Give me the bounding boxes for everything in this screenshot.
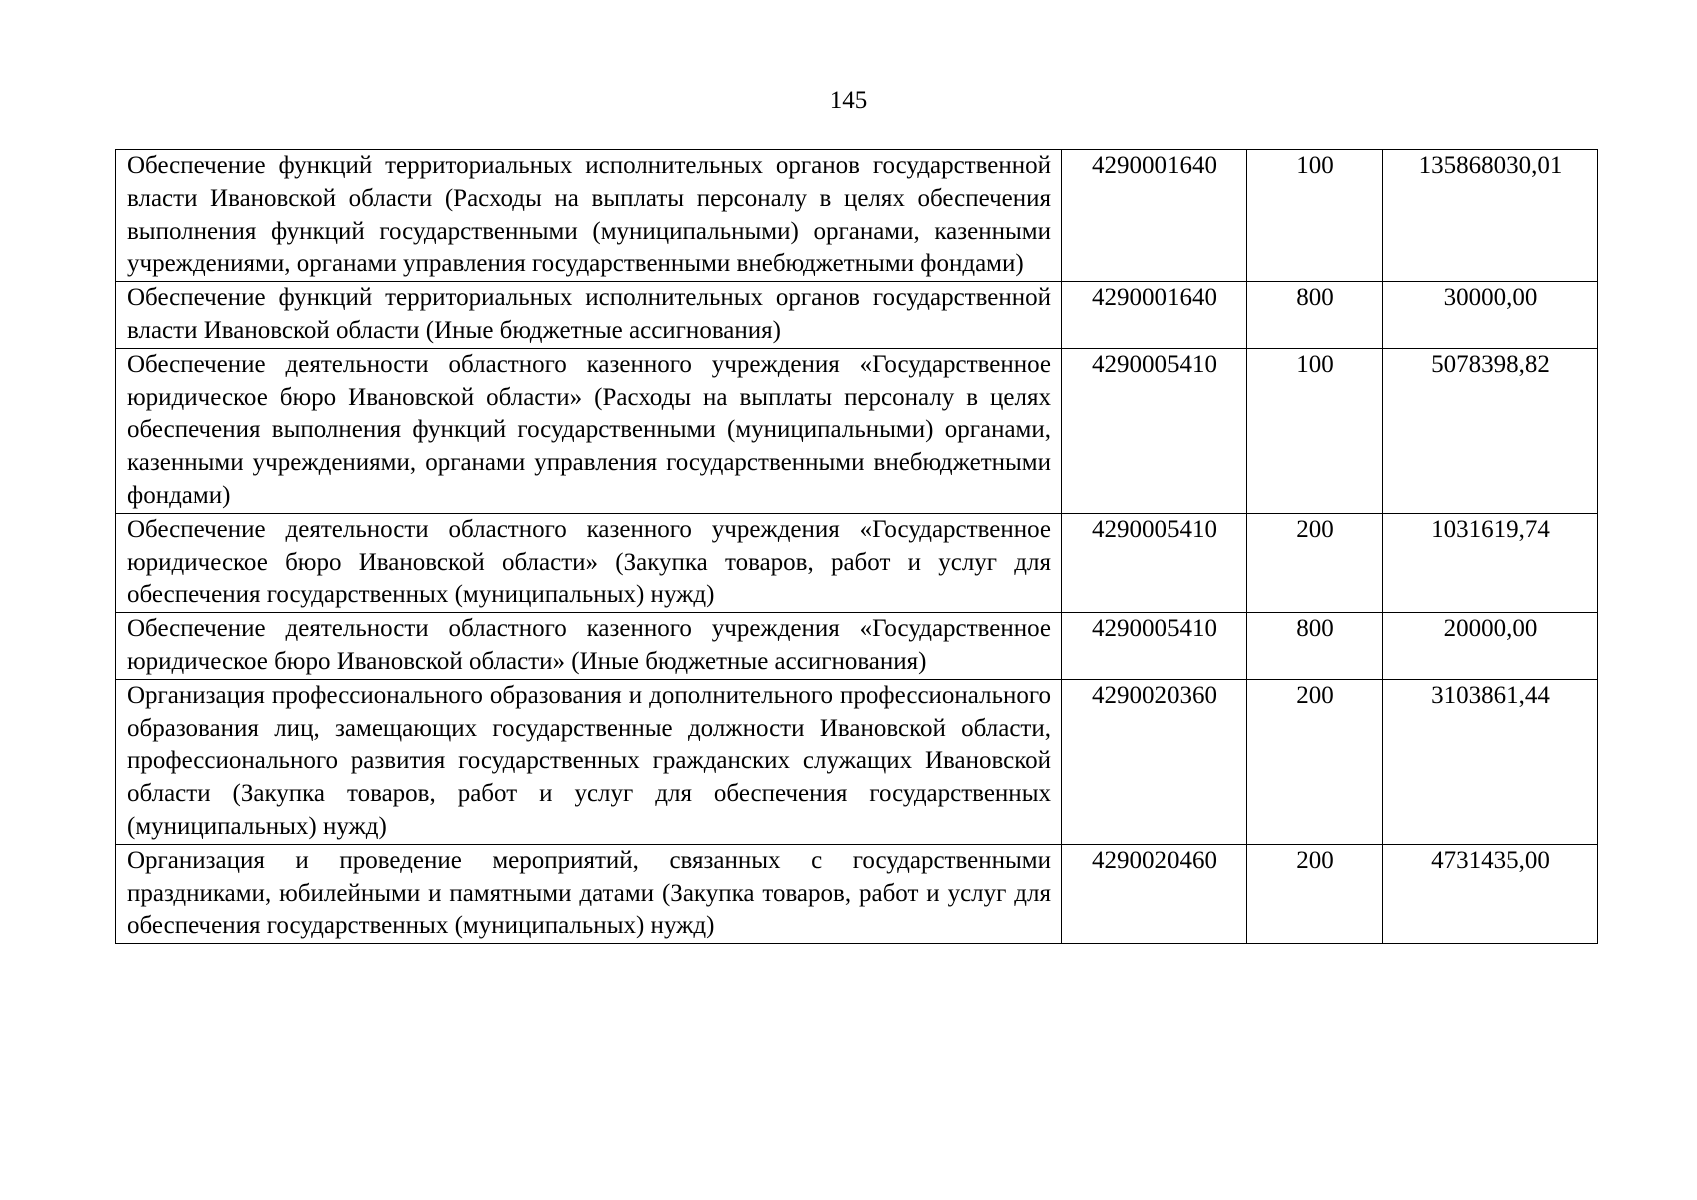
- row-target-code: 4290020360: [1062, 679, 1247, 844]
- row-description: Обеспечение деятельности областного казенного учреждения «Государственное юридическое бюро Ивановской области» (Закупка товаров, работ и услуг для обеспечения государственных (муниципальных) нужд): [116, 513, 1062, 612]
- row-target-code: 4290005410: [1062, 613, 1247, 680]
- row-description: Обеспечение функций территориальных исполнительных органов государственной власти Ивановской области (Расходы на выплаты персоналу в целях обеспечения выполнения функций государственными (муниципальными) органами, казенными учреждениями, органами управления государственными внебюджетными фондами): [116, 150, 1062, 282]
- table-row: [116, 348, 1598, 513]
- row-target-code: 4290001640: [1062, 282, 1247, 349]
- row-description: Организация и проведение мероприятий, связанных с государственными праздниками, юбилейными и памятными датами (Закупка товаров, работ и услуг для обеспечения государственных (муниципальных) нужд): [116, 844, 1062, 943]
- row-target-code: 4290001640: [1062, 150, 1247, 282]
- table-row: [116, 150, 1598, 282]
- row-amount: 135868030,01: [1383, 150, 1598, 282]
- row-expense-type: 800: [1247, 613, 1383, 680]
- row-target-code: 4290005410: [1062, 348, 1247, 513]
- table-row: [116, 613, 1598, 680]
- row-description: Обеспечение деятельности областного казенного учреждения «Государственное юридическое бюро Ивановской области» (Иные бюджетные ассигнования): [116, 613, 1062, 680]
- table-row: [116, 282, 1598, 349]
- table-row: [116, 679, 1598, 844]
- row-amount: 3103861,44: [1383, 679, 1598, 844]
- row-target-code: 4290020460: [1062, 844, 1247, 943]
- row-expense-type: 100: [1247, 348, 1383, 513]
- row-description: Организация профессионального образования и дополнительного профессионального образования лиц, замещающих государственные должности Ивановской области, профессионального развития государственных гражданских служащих Ивановской области (Закупка товаров, работ и услуг для обеспечения государственных (муниципальных) нужд): [116, 679, 1062, 844]
- row-expense-type: 200: [1247, 679, 1383, 844]
- row-amount: 1031619,74: [1383, 513, 1598, 612]
- row-amount: 30000,00: [1383, 282, 1598, 349]
- row-expense-type: 200: [1247, 844, 1383, 943]
- row-amount: 4731435,00: [1383, 844, 1598, 943]
- row-amount: 20000,00: [1383, 613, 1598, 680]
- page-number: 145: [829, 87, 868, 114]
- table-row: [116, 513, 1598, 612]
- budget-table: [115, 149, 1598, 944]
- row-amount: 5078398,82: [1383, 348, 1598, 513]
- row-target-code: 4290005410: [1062, 513, 1247, 612]
- table-row: [116, 844, 1598, 943]
- row-expense-type: 100: [1247, 150, 1383, 282]
- row-description: Обеспечение функций территориальных исполнительных органов государственной власти Ивановской области (Иные бюджетные ассигнования): [116, 282, 1062, 349]
- row-description: Обеспечение деятельности областного казенного учреждения «Государственное юридическое бюро Ивановской области» (Расходы на выплаты персоналу в целях обеспечения выполнения функций государственными (муниципальными) органами, казенными учреждениями, органами управления государственными внебюджетными фондами): [116, 348, 1062, 513]
- row-expense-type: 200: [1247, 513, 1383, 612]
- row-expense-type: 800: [1247, 282, 1383, 349]
